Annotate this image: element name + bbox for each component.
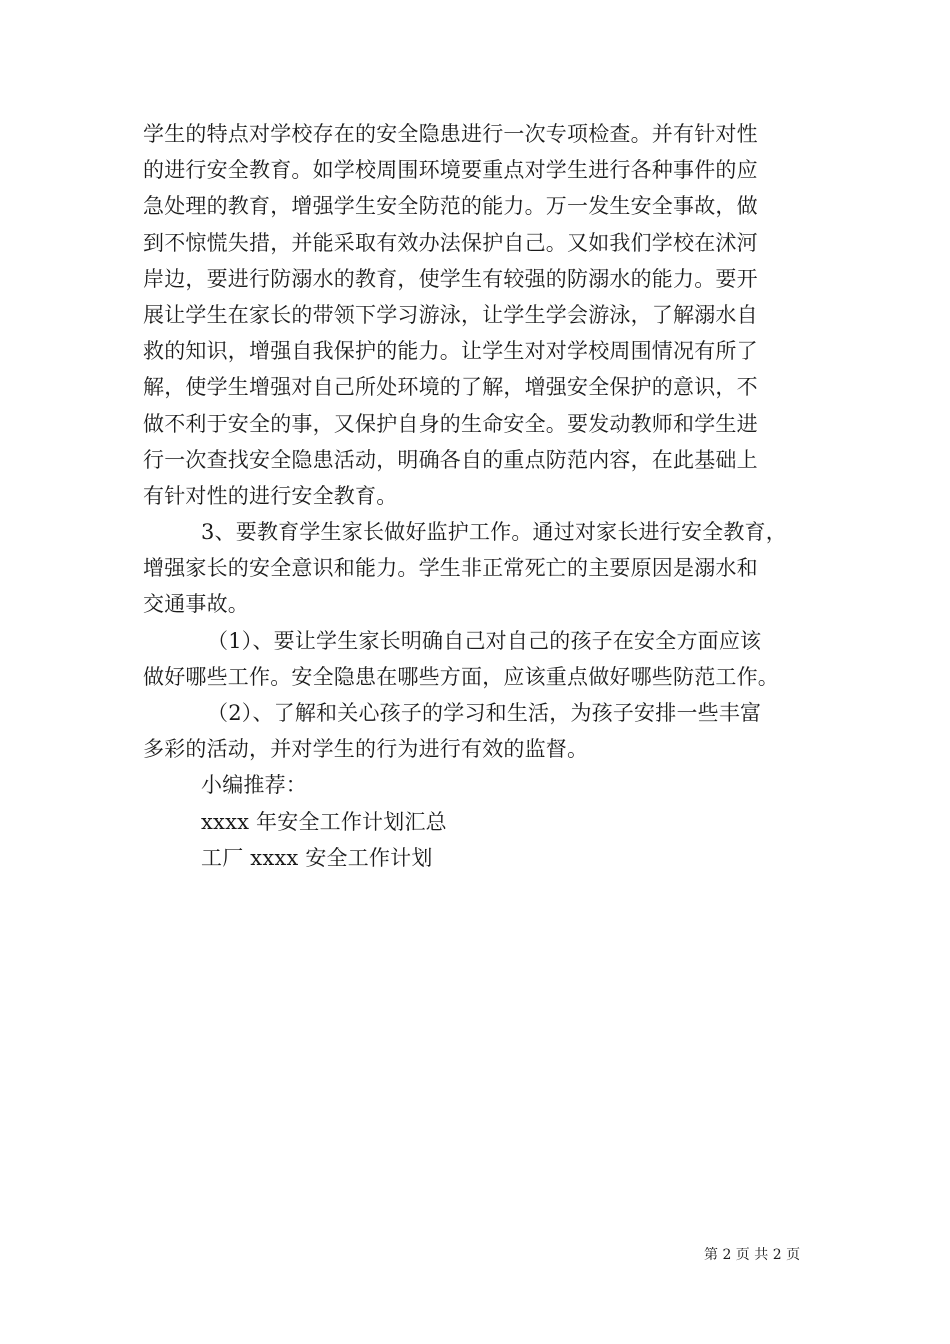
text-line: 的进行安全教育。如学校周围环境要重点对学生进行各种事件的应 — [143, 158, 758, 183]
item-1-line: 做好哪些工作。安全隐患在哪些方面，应该重点做好哪些防范工作。 — [143, 664, 779, 689]
item-1-line: （1）、要让学生家长明确自己对自己的孩子在安全方面应该 — [207, 628, 762, 653]
text-line: 有针对性的进行安全教育。 — [143, 483, 398, 508]
text-line: 急处理的教育，增强学生安全防范的能力。万一发生安全事故，做 — [143, 194, 758, 219]
page-number-footer: 第 2 页 共 2 页 — [704, 1247, 801, 1263]
section-3-line: 增强家长的安全意识和能力。学生非正常死亡的主要原因是溺水和 — [143, 556, 758, 581]
text-line: 到不惊慌失措，并能采取有效办法保护自己。又如我们学校在沭河 — [143, 230, 758, 255]
recommend-link[interactable]: xxxx 年安全工作计划汇总 — [201, 809, 447, 834]
section-3-line: 3、要教育学生家长做好监护工作。通过对家长进行安全教育， — [201, 520, 787, 545]
section-3-line: 交通事故。 — [143, 592, 249, 617]
text-line: 展让学生在家长的带领下学习游泳，让学生学会游泳，了解溺水自 — [143, 302, 758, 327]
document-body — [143, 116, 807, 876]
text-line: 学生的特点对学校存在的安全隐患进行一次专项检查。并有针对性 — [143, 122, 758, 146]
text-line: 行一次查找安全隐患活动，明确各自的重点防范内容，在此基础上 — [143, 447, 758, 472]
text-line: 做不利于安全的事，又保护自身的生命安全。要发动教师和学生进 — [143, 411, 758, 436]
recommend-heading: 小编推荐： — [201, 773, 307, 798]
text-line: 岸边，要进行防溺水的教育，使学生有较强的防溺水的能力。要开 — [143, 266, 758, 291]
recommend-link[interactable]: 工厂 xxxx 安全工作计划 — [201, 845, 433, 870]
item-2-line: （2）、了解和关心孩子的学习和生活，为孩子安排一些丰富 — [207, 701, 762, 725]
item-2-line: 多彩的活动，并对学生的行为进行有效的监督。 — [143, 737, 589, 762]
text-line: 解，使学生增强对自己所处环境的了解，增强安全保护的意识，不 — [143, 375, 758, 400]
text-line: 救的知识，增强自我保护的能力。让学生对对学校周围情况有所了 — [143, 339, 758, 364]
